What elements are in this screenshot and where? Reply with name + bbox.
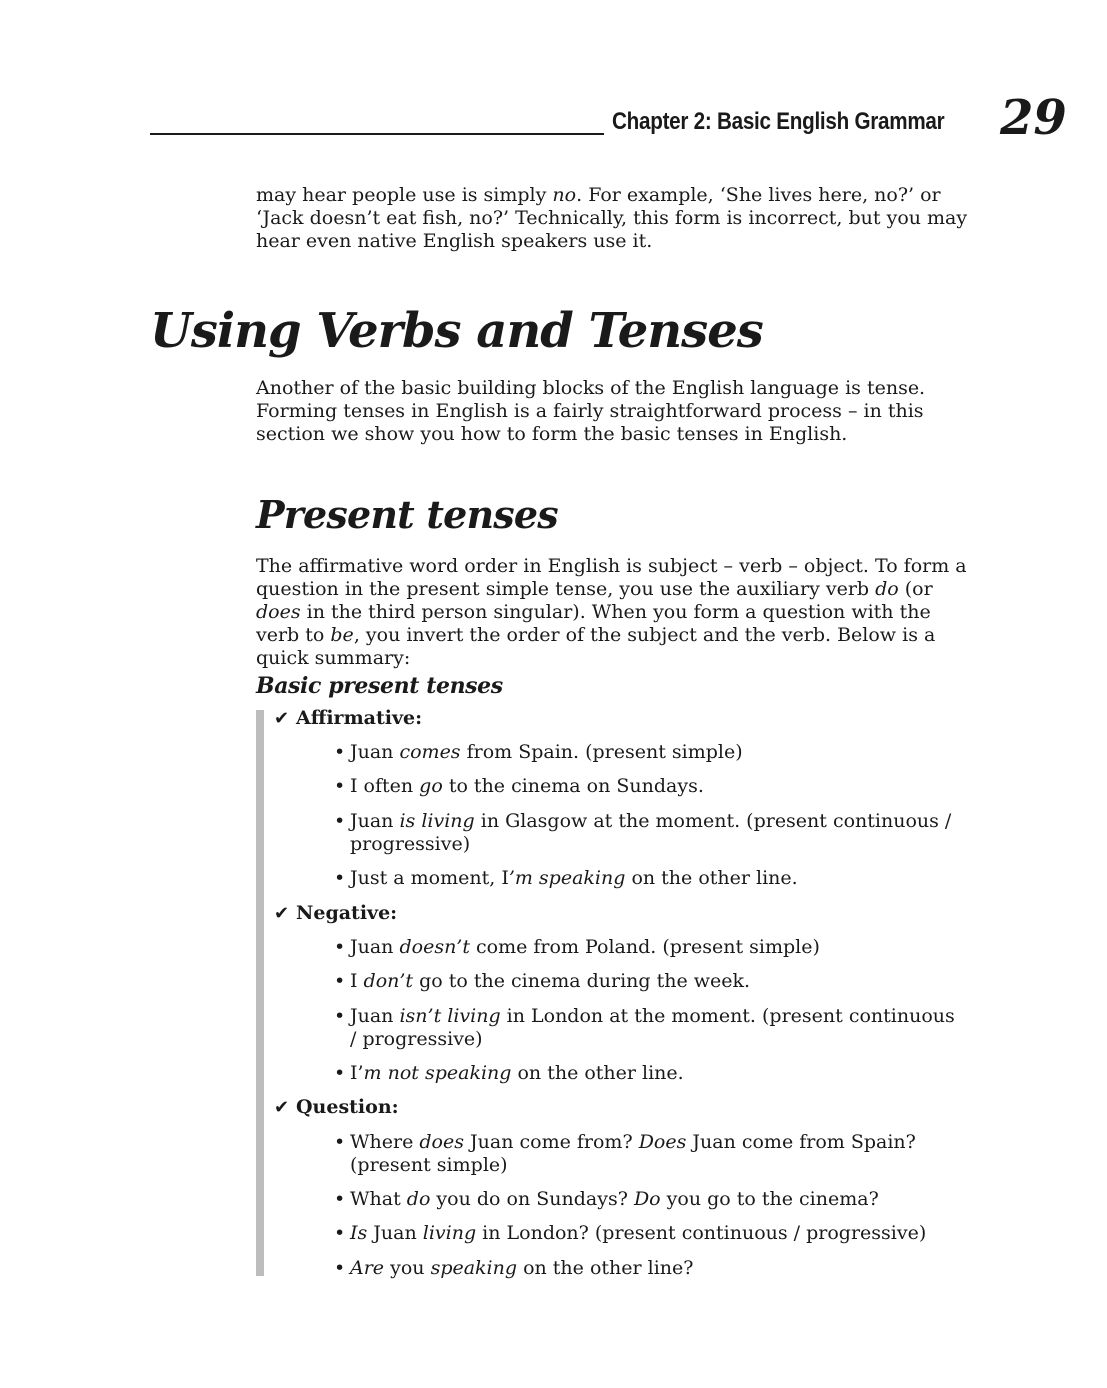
group-label-text: Negative:: [296, 902, 398, 924]
checkmark-icon: ✔: [274, 708, 290, 729]
list-item: [334, 1188, 964, 1211]
group-label-affirmative: [274, 707, 422, 729]
subsection-body: The affirmative word order in English is subject – verb – object. To form a question in the present simple tense, you use the auxiliary verb do (or does in the third person singular). When you form a question with the verb to be, you invert the order of the subject and the verb. Below is a quick summary:: [256, 555, 967, 669]
italic-text: do: [875, 578, 899, 600]
list-item: [334, 810, 964, 856]
list-item: [334, 970, 964, 993]
italic-text: Does: [638, 1131, 687, 1153]
italic-text: living: [422, 1222, 477, 1244]
list-item-text: Is Juan living in London? (present continuous / progressive): [350, 1222, 927, 1244]
intro-text: may hear people use is simply no. For example, ‘She lives here, no?’ or ‘Jack doesn’t eat fish, no?’ Technically, this form is incorrect, but you may hear even native English speakers use it.: [256, 184, 968, 252]
group-label-question: [274, 1096, 399, 1118]
header-rule: [150, 133, 604, 135]
list-item: [334, 775, 964, 798]
list-item-text: Are you speaking on the other line?: [350, 1257, 694, 1279]
group-label-text: Affirmative:: [296, 707, 423, 729]
italic-text: ’m speaking: [508, 867, 626, 889]
bullet-icon: •: [334, 1222, 346, 1244]
bullet-icon: •: [334, 741, 346, 763]
bullet-icon: •: [334, 1257, 346, 1279]
section-heading: Using Verbs and Tenses: [150, 303, 763, 359]
chapter-title: Chapter 2: Basic English Grammar: [612, 108, 945, 135]
list-item-text: Juan is living in Glasgow at the moment. (present continuous / progressive): [350, 810, 952, 855]
italic-text: be: [330, 624, 354, 646]
group-label-negative: [274, 902, 397, 924]
italic-text: Is: [350, 1222, 368, 1244]
list-item-text: Where does Juan come from? Does Juan come from Spain? (present simple): [350, 1131, 916, 1176]
list-item: [334, 1222, 964, 1245]
italic-text: no: [552, 184, 577, 206]
bullet-icon: •: [334, 936, 346, 958]
list-item-text: I’m not speaking on the other line.: [350, 1062, 684, 1084]
list-item: [334, 1257, 964, 1280]
bullet-icon: •: [334, 1188, 346, 1210]
list-item-text: Juan comes from Spain. (present simple): [350, 741, 743, 763]
section-paragraph: [256, 377, 968, 446]
list-item-text: Just a moment, I’m speaking on the other line.: [350, 867, 798, 889]
list-item: [334, 936, 964, 959]
bullet-icon: •: [334, 1131, 346, 1153]
list-item-text: I often go to the cinema on Sundays.: [350, 775, 704, 797]
group-label-text: Question:: [296, 1096, 399, 1118]
italic-text: go: [419, 775, 443, 797]
checkmark-icon: ✔: [274, 903, 290, 924]
list-item-text: Juan isn’t living in London at the moment. (present continuous / progressive): [350, 1005, 955, 1050]
list-item-text: I don’t go to the cinema during the week.: [350, 970, 751, 992]
italic-text: m not speaking: [363, 1062, 512, 1084]
list-item: [334, 867, 964, 890]
bullet-icon: •: [334, 1005, 346, 1027]
list-item: [334, 1062, 964, 1085]
bullet-icon: •: [334, 810, 346, 832]
page-number: 29: [1000, 90, 1067, 146]
bullet-icon: •: [334, 867, 346, 889]
bullet-icon: •: [334, 775, 346, 797]
sidebar-bar: [256, 710, 264, 1276]
italic-text: speaking: [430, 1257, 518, 1279]
italic-text: Are: [350, 1257, 385, 1279]
list-item-text: Juan doesn’t come from Poland. (present simple): [350, 936, 820, 958]
list-item: [334, 1005, 964, 1051]
italic-text: don’t: [363, 970, 414, 992]
checkmark-icon: ✔: [274, 1097, 290, 1118]
section-body: Another of the basic building blocks of the English language is tense. Forming tenses in English is a fairly straightforward process – in this section we show you how to form the basic tenses in English.: [256, 377, 926, 445]
intro-paragraph: [256, 184, 968, 253]
subsection-heading: Present tenses: [256, 492, 558, 537]
italic-text: Do: [633, 1188, 661, 1210]
subsection-paragraph: [256, 555, 968, 670]
bullet-icon: •: [334, 970, 346, 992]
italic-text: does: [419, 1131, 464, 1153]
italic-text: comes: [399, 741, 461, 763]
list-item: [334, 1131, 964, 1177]
bullet-icon: •: [334, 1062, 346, 1084]
italic-text: do: [406, 1188, 431, 1210]
italic-text: doesn’t: [399, 936, 470, 958]
italic-text: isn’t living: [399, 1005, 501, 1027]
list-item: [334, 741, 964, 764]
list-item-text: What do you do on Sundays? Do you go to the cinema?: [350, 1188, 879, 1210]
sidebar-heading: Basic present tenses: [256, 673, 503, 699]
italic-text: does: [256, 601, 301, 623]
italic-text: is living: [399, 810, 475, 832]
